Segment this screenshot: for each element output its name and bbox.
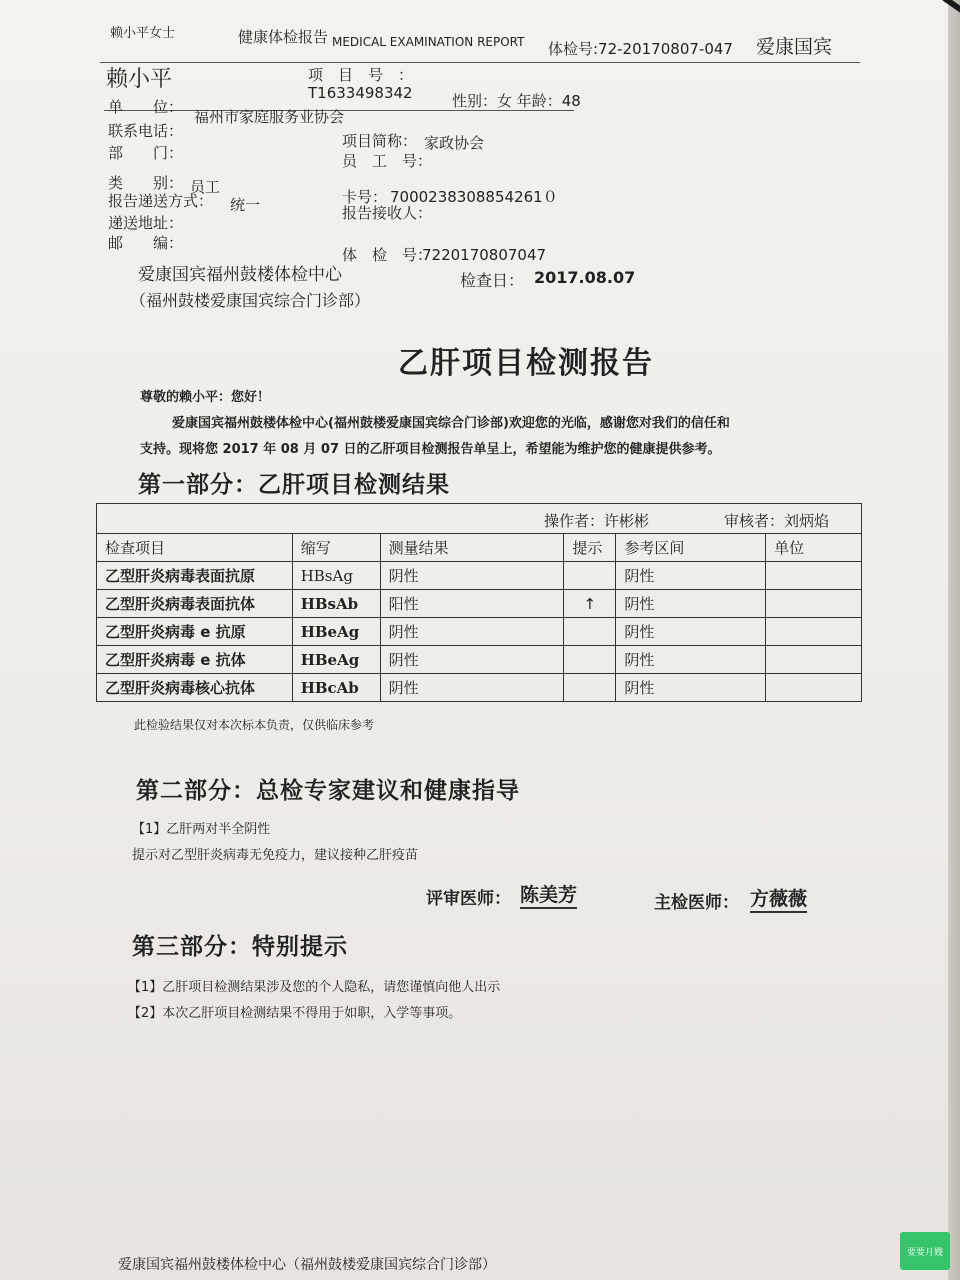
address-label: 递送地址： bbox=[108, 214, 184, 232]
project-no-label: 项 目 号 ： bbox=[308, 66, 414, 84]
cell-unit bbox=[766, 562, 862, 590]
cell-result: 阴性 bbox=[380, 674, 564, 702]
delivery-value: 统一 bbox=[230, 196, 261, 214]
delivery-label: 报告递送方式： bbox=[108, 192, 214, 210]
category-value: 员工 bbox=[190, 178, 221, 196]
date-value: 2017.08.07 bbox=[534, 268, 636, 287]
table-row bbox=[97, 590, 862, 618]
watermark-badge: 要要月嫂 bbox=[900, 1232, 950, 1270]
cell-hint bbox=[564, 646, 616, 674]
cell-ref: 阴性 bbox=[616, 618, 766, 646]
unit-label: 单 位： bbox=[108, 98, 184, 116]
cell-result: 阳性 bbox=[380, 590, 564, 618]
table-row bbox=[97, 618, 862, 646]
table-header-row bbox=[97, 534, 862, 562]
project-no: T1633498342 bbox=[308, 84, 413, 102]
center-sub: （福州鼓楼爱康国宾综合门诊部） bbox=[130, 291, 371, 310]
greeting: 尊敬的赖小平：您好！ bbox=[140, 390, 271, 405]
cell-hint bbox=[564, 674, 616, 702]
cell-abbr: HBsAg bbox=[292, 562, 380, 590]
header-report-title-en: MEDICAL EXAMINATION REPORT bbox=[332, 35, 525, 49]
exam-no-label: 体 检 号： bbox=[342, 246, 433, 264]
zip-label: 邮 编： bbox=[108, 234, 184, 252]
paper-edge bbox=[948, 0, 960, 1280]
reviewer: 审核者：刘炳焰 bbox=[724, 512, 830, 530]
reviewer-doctor-signature: 陈美芳 bbox=[520, 880, 577, 909]
cell-hint bbox=[564, 618, 616, 646]
col-header: 提示 bbox=[564, 534, 616, 562]
results-table bbox=[96, 533, 862, 702]
brand-name: 爱康国宾 bbox=[756, 36, 833, 58]
card-value: 7000238308854261０ bbox=[390, 188, 558, 206]
col-header: 检查项目 bbox=[97, 534, 293, 562]
operator: 操作者：许彬彬 bbox=[544, 512, 650, 530]
col-header: 单位 bbox=[766, 534, 862, 562]
table-row bbox=[97, 674, 862, 702]
chief-doctor-signature: 方薇薇 bbox=[750, 884, 807, 913]
chief-doctor-label: 主检医师： bbox=[654, 893, 739, 913]
phone-label: 联系电话： bbox=[108, 122, 184, 140]
part1-heading: 第一部分：乙肝项目检测结果 bbox=[138, 471, 450, 498]
cell-abbr: HBcAb bbox=[292, 674, 380, 702]
cell-unit bbox=[766, 646, 862, 674]
col-header: 测量结果 bbox=[380, 534, 564, 562]
footer-center: 爱康国宾福州鼓楼体检中心（福州鼓楼爱康国宾综合门诊部） bbox=[118, 1257, 496, 1273]
notice-item2: 【2】本次乙肝项目检测结果不得用于如职，入学等事项。 bbox=[128, 1006, 462, 1021]
category-label: 类 别： bbox=[108, 174, 184, 192]
cell-ref: 阴性 bbox=[616, 590, 766, 618]
exam-no-value: 7220170807047 bbox=[422, 246, 547, 264]
col-header: 参考区间 bbox=[616, 534, 766, 562]
advice-item1: 【1】乙肝两对半全阴性 bbox=[132, 822, 271, 837]
cell-item: 乙型肝炎病毒 e 抗原 bbox=[97, 618, 293, 646]
table-footnote: 此检验结果仅对本次标本负责，仅供临床参考 bbox=[134, 718, 375, 732]
gender-age: 性别：女 年龄：48 bbox=[452, 92, 581, 110]
dept-label: 部 门： bbox=[108, 144, 184, 162]
cell-ref: 阴性 bbox=[616, 674, 766, 702]
staff-no-label: 员 工 号： bbox=[342, 152, 433, 170]
intro-line1: 爱康国宾福州鼓楼体检中心(福州鼓楼爱康国宾综合门诊部)欢迎您的光临，感谢您对我们的信任和 bbox=[172, 416, 730, 431]
cell-result: 阴性 bbox=[380, 562, 564, 590]
cell-item: 乙型肝炎病毒核心抗体 bbox=[97, 674, 293, 702]
part2-heading: 第二部分：总检专家建议和健康指导 bbox=[136, 777, 520, 804]
cell-hint-up-arrow-icon: ↑ bbox=[564, 590, 616, 618]
cell-unit bbox=[766, 590, 862, 618]
reviewer-doctor-label: 评审医师： bbox=[426, 889, 511, 909]
cell-ref: 阴性 bbox=[616, 562, 766, 590]
header-exam-no: 体检号:72-20170807-047 bbox=[548, 40, 733, 58]
cell-result: 阴性 bbox=[380, 618, 564, 646]
cell-item: 乙型肝炎病毒表面抗体 bbox=[97, 590, 293, 618]
receiver-label: 报告接收人： bbox=[342, 204, 433, 222]
advice-item1-detail: 提示对乙型肝炎病毒无免疫力，建议接种乙肝疫苗 bbox=[132, 848, 419, 863]
center-name: 爱康国宾福州鼓楼体检中心 bbox=[138, 265, 342, 285]
cell-item: 乙型肝炎病毒 e 抗体 bbox=[97, 646, 293, 674]
header-rule bbox=[100, 62, 860, 63]
report-title: 乙肝项目检测报告 bbox=[398, 346, 654, 381]
cell-unit bbox=[766, 674, 862, 702]
project-name-label: 项目简称： bbox=[342, 132, 418, 150]
cell-abbr: HBsAb bbox=[292, 590, 380, 618]
table-row bbox=[97, 562, 862, 590]
col-header: 缩写 bbox=[292, 534, 380, 562]
cell-result: 阴性 bbox=[380, 646, 564, 674]
header-report-title: 健康体检报告 bbox=[238, 28, 329, 46]
cell-item: 乙型肝炎病毒表面抗原 bbox=[97, 562, 293, 590]
intro-line2: 支持。现将您 2017 年 08 月 07 日的乙肝项目检测报告单呈上，希望能为维护您的健康提供参考。 bbox=[140, 442, 721, 457]
table-row bbox=[97, 646, 862, 674]
date-label: 检查日： bbox=[460, 271, 525, 290]
card-label: 卡号： bbox=[342, 188, 388, 206]
cell-unit bbox=[766, 618, 862, 646]
notice-item1: 【1】乙肝项目检测结果涉及您的个人隐私，请您谨慎向他人出示 bbox=[128, 980, 501, 995]
header-patient: 赖小平女士 bbox=[110, 26, 176, 41]
cell-hint bbox=[564, 562, 616, 590]
cell-abbr: HBeAg bbox=[292, 618, 380, 646]
cell-ref: 阴性 bbox=[616, 646, 766, 674]
unit-value: 福州市家庭服务业协会 bbox=[194, 108, 345, 126]
cell-abbr: HBeAg bbox=[292, 646, 380, 674]
project-name: 家政协会 bbox=[424, 134, 485, 152]
patient-name: 赖小平 bbox=[106, 67, 173, 92]
part3-heading: 第三部分：特别提示 bbox=[132, 933, 348, 960]
